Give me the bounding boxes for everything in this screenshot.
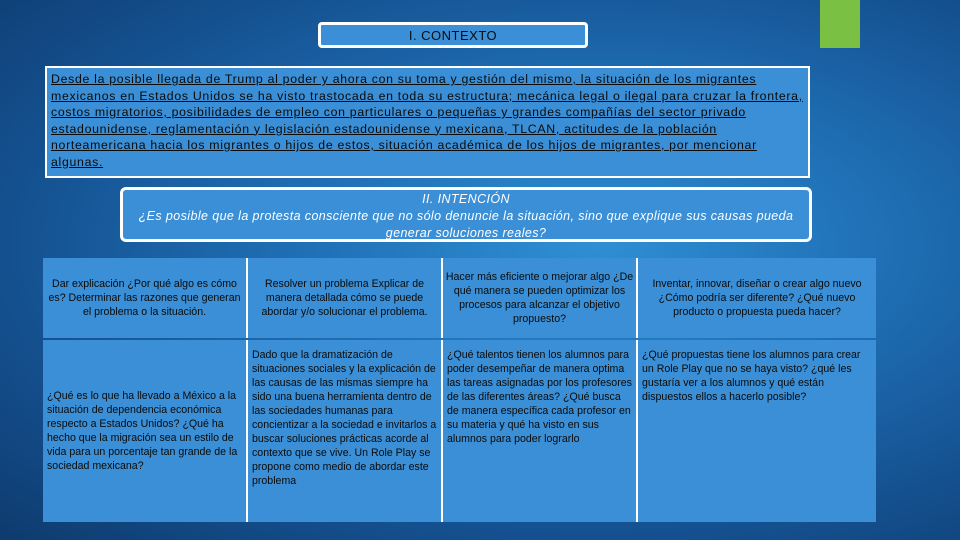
column-header-text: Inventar, innovar, diseñar o crear algo nuevo ¿Cómo podría ser diferente? ¿Qué nuevo producto o propuesta pueda hacer? [652,278,862,318]
accent-bar [820,0,860,48]
column-body-text: ¿Qué talentos tienen los alumnos para poder desempeñar de manera optima las tareas asignadas por los profesores de las diferentes áreas? ¿Qué busca de manera específica cada profesor en su materia y qué ha visto en sus alumnos para poder lograrlo [447,349,632,445]
intention-heading: II. INTENCIÓN [422,192,510,206]
column-header-explain [43,258,246,338]
context-paragraph: Desde la posible llegada de Trump al poder y ahora con su toma y gestión del mismo, la situación de los migrantes mexicanos en Estados Unidos se ha visto trastocada en toda su estructura; mecánica legal o ilegal para cruzar la frontera, costos migratorios, posibilidades de empleo con particulares o pequeñas y grandes compañías del sector privado estadounidense, reglamentación y legislación estadounidense y mexicana, TLCAN, actitudes de la población norteamericana hacia los migrantes o hijos de estos, situación académica de los hijos de migrantes, por mencionar algunas. [51,72,803,169]
column-header-text: Resolver un problema Explicar de manera detallada cómo se puede abordar y/o solucionar el problema. [261,278,428,318]
column-body-explain [43,340,246,522]
context-text-box [45,66,810,178]
column-header-invent [638,258,876,338]
objectives-header-row [43,258,876,338]
column-body-text: Dado que la dramatización de situaciones sociales y la explicación de las causas de las mismas siempre ha sido una buena herramienta dentro de las sociedades humanas para concientizar a la sociedad e invitarlos a buscar soluciones prácticas acorde al contexto que se vive. Un Role Play se propone como medio de abordar este problema [252,349,437,487]
column-header-improve [443,258,636,338]
column-body-text: ¿Qué es lo que ha llevado a México a la situación de dependencia económica respecto a Estados Unidos? ¿Qué ha hecho que la migración sea un estilo de vida para un porcentaje tan grande de la sociedad mexicana? [47,390,238,472]
column-header-text: Hacer más eficiente o mejorar algo ¿De qué manera se pueden optimizar los procesos para alcanzar el objetivo propuesto? [445,271,634,325]
section-title-context [318,22,588,48]
column-body-solve [248,340,441,522]
objectives-body-row [43,340,876,522]
column-body-text: ¿Qué propuestas tiene los alumnos para crear un Role Play que no se haya visto? ¿qué les gustaría ver a los alumnos y qué están dispuestos ellos a hacerlo posible? [642,349,861,403]
section-title-text: I. CONTEXTO [408,27,498,43]
column-body-improve [443,340,636,522]
column-header-text: Dar explicación ¿Por qué algo es cómo es? Determinar las razones que generan el problema o la situación. [48,278,241,318]
intention-box [120,187,812,242]
column-body-invent [638,340,876,522]
column-header-solve [248,258,441,338]
intention-question: ¿Es posible que la protesta consciente que no sólo denuncie la situación, sino que explique sus causas pueda generar soluciones reales? [138,209,794,240]
